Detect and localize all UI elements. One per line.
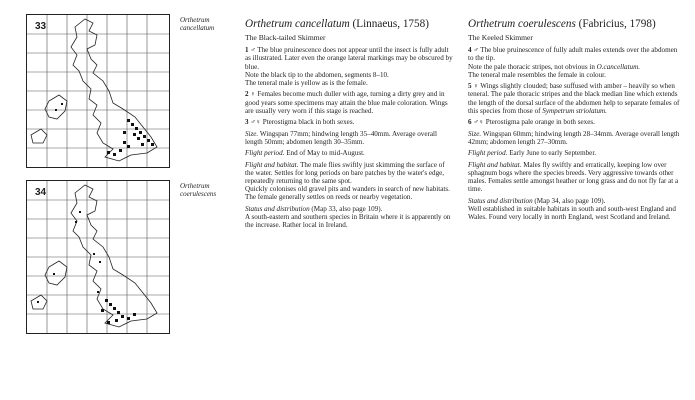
para-number: 4 ♂	[468, 46, 479, 55]
map-33-graphic	[27, 15, 169, 167]
status-text: A south-eastern and southern species in Britain where it is apparently on the increase. Rather local in Ireland.	[245, 212, 451, 230]
species-2-status	[468, 197, 680, 222]
flight-text: End of May to mid-August.	[286, 149, 365, 158]
status-label: Status and distribution	[468, 196, 533, 205]
distribution-map-34	[26, 180, 170, 334]
species-1-flight-period	[245, 149, 453, 157]
species-2-title	[468, 18, 680, 31]
size-label: Size.	[468, 129, 482, 138]
status-ref: (Map 33, also page 109).	[311, 204, 383, 213]
habitat-text: Quickly colonises old gravel pits and wanders in search of new habitats. The female generally settles on reeds or nearby vegetation.	[245, 185, 450, 202]
species-2-common-name: The Keeled Skimmer	[468, 33, 533, 42]
para-number: 2 ♀	[245, 90, 256, 99]
flight-label: Flight period.	[245, 149, 285, 158]
species-1-latin-name: Orthetrum cancellatum	[245, 18, 350, 30]
para-text: Pterostigma black in both sexes.	[262, 118, 355, 127]
map-34-graphic	[27, 181, 169, 333]
distribution-map-33	[26, 14, 170, 168]
flight-label: Flight period.	[468, 149, 508, 158]
map-number: 33	[35, 21, 47, 32]
species-2-para-6	[468, 118, 680, 126]
para-text: Note the pale thoracic stripes, not obvious in	[468, 62, 595, 71]
para-number: 1 ♂	[245, 46, 256, 55]
species-1-common-name: The Black-tailed Skimmer	[245, 33, 326, 42]
para-text: The blue pruinescence does not appear until the insect is fully adult as illustrated. Later even the orange lateral markings may be obscured by blue.	[245, 46, 453, 71]
species-2-para-4	[468, 46, 680, 79]
map-33-caption	[180, 16, 214, 32]
species-2-flight-period	[468, 149, 680, 157]
para-text: Females become much duller with age, turning a dirty grey and in good years some specimens may attain the blue male coloration. Wings are usually very worn if this stage is reached.	[245, 90, 448, 115]
caption-species: coerulescens	[180, 190, 217, 198]
para-text: The teneral male resembles the female in colour.	[468, 70, 606, 79]
para-number: 3 ♂♀	[245, 118, 261, 127]
para-number: 5 ♀	[468, 82, 479, 91]
para-text: Wings slightly clouded; base suffused with amber – heavily so when teneral. The pale thoracic stripes and the black median line which extends the length of the dorsal surface of the abdomen help to separate females of this species from those of	[468, 82, 680, 115]
para-text: The blue pruinescence of fully adult males extends over the abdomen to the tip.	[468, 46, 678, 63]
caption-species: cancellatum	[180, 24, 215, 32]
species-1-habitat	[245, 161, 453, 202]
status-text: Well established in suitable habitats in south and south-west England and Wales. Found very locally in north England, west Scotland and Ireland.	[468, 204, 676, 221]
species-2-latin-name: Orthetrum coerulescens	[468, 18, 576, 30]
species-1-author: (Linnaeus, 1758)	[352, 18, 429, 30]
para-text: Pterostigma pale orange in both sexes.	[485, 118, 595, 127]
habitat-text: The male flies swiftly just skimming the surface of the water. Settles for long periods on bare patches by the water's edge, repeatedly returning to the same spot.	[245, 160, 445, 185]
habitat-label: Flight and habitat.	[468, 160, 522, 169]
size-text: Wingspan 77mm; hindwing length 35–40mm. Average overall length 50mm; abdomen length 30–35mm.	[245, 129, 437, 146]
species-1-para-2	[245, 90, 453, 115]
para-text-italic: O.cancellatum.	[596, 62, 640, 71]
flight-text: Early June to early September.	[509, 149, 597, 158]
species-1-size	[245, 130, 453, 146]
species-2-habitat	[468, 161, 680, 194]
species-1-para-1	[245, 46, 453, 87]
habitat-label: Flight and habitat.	[245, 160, 299, 169]
species-2-para-5	[468, 82, 680, 115]
caption-genus: Orthetrum	[180, 182, 210, 190]
para-text: The teneral male is yellow as is the female.	[245, 79, 368, 88]
species-1-column	[245, 18, 453, 233]
species-2-author: (Fabricius, 1798)	[578, 18, 656, 30]
para-text-italic: Sympetrum striolatum.	[542, 106, 607, 115]
species-2-size	[468, 130, 680, 146]
status-ref: (Map 34, also page 109).	[534, 196, 606, 205]
para-text: Note the black tip to the abdomen, segments 8–10.	[245, 70, 389, 79]
map-34-caption	[180, 182, 216, 198]
size-label: Size.	[245, 129, 259, 138]
para-number: 6 ♂♀	[468, 118, 484, 127]
species-1-title	[245, 18, 453, 31]
species-1-para-3	[245, 118, 453, 126]
caption-genus: Orthetrum	[180, 16, 210, 24]
size-text: Wingspan 60mm; hindwing length 28–34mm. Average overall length 42mm; abdomen length 27–30mm.	[468, 129, 680, 146]
status-label: Status and distribution	[245, 204, 310, 213]
species-1-status	[245, 205, 453, 230]
map-number: 34	[35, 187, 47, 198]
habitat-text: Males fly swiftly and erratically, keeping low over sphagnum bogs where the species breeds. Very aggressive towards other males. Females settle amongst heather or long grass and do not fly far at a time.	[468, 160, 679, 194]
species-2-column	[468, 18, 680, 224]
